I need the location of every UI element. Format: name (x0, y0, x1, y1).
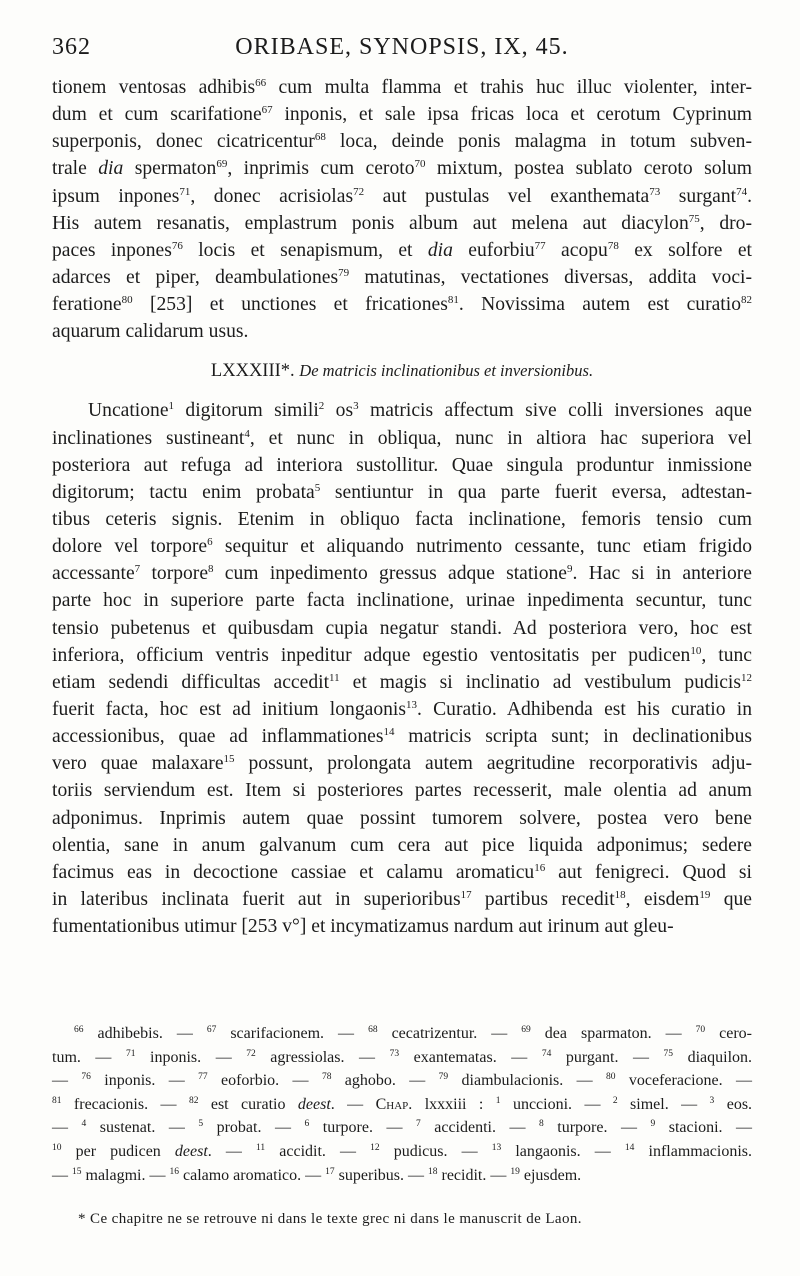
intro-line: superponis, donec cicatricentur$^{68}$ loca, deinde ponis malagma in totum subven- (52, 131, 752, 153)
chapter-line: accessante$^7$ torpore$^8$ cum inpedimento gressus adque statione$^9$. Hac si in anteriore (52, 563, 752, 585)
footnote-line: $^{10}$ per pudicen deest. — $^{11}$ accidit. — $^{12}$ pudicus. — $^{13}$ langaonis. — $^{14}$ inflammacionis. (52, 1142, 753, 1160)
chapter-line: toriis serviendum est. Item si posteriores partes recesserit, male olentia ad anum (52, 780, 752, 802)
footnotes (52, 1022, 752, 1187)
intro-line: tionem ventosas adhibis$^{66}$ cum multa flamma et trahis huc illuc violenter, inter- (52, 77, 752, 98)
footnote-line: — $^4$ sustenat. — $^5$ probat. — $^6$ turpore. — $^7$ accidenti. — $^8$ turpore. — $^9$ stacioni. — (52, 1119, 753, 1137)
chapter-heading (52, 353, 752, 389)
main-text (52, 74, 752, 940)
footnote-line: $^{66}$ adhibebis. — $^{67}$ scarifacionem. — $^{68}$ cecatrizentur. — $^{69}$ dea sparmaton. — $^{70}$ cero- (74, 1025, 752, 1042)
chapter-line: etiam sedendi difficultas accedit$^{11}$ et magis si inclinatio ad vestibulum pudicis$^{12}$ (52, 671, 752, 693)
running-head (52, 34, 752, 74)
chapter-line: facimus eas in decoctione cassiae et calamu aromaticu$^{16}$ aut fenigreci. Quod si (52, 861, 752, 883)
editor-note: * Ce chapitre ne se retrouve ni dans le texte grec ni dans le manuscrit de Laon. (78, 1211, 582, 1227)
intro-line: trale dia spermaton$^{69}$, inprimis cum ceroto$^{70}$ mixtum, postea sublato ceroto solum (52, 158, 752, 180)
intro-paragraph (52, 74, 752, 345)
intro-line: paces inpones$^{76}$ locis et senapismum, et dia euforbiu$^{77}$ acopu$^{78}$ ex solfore et (52, 239, 753, 261)
footnote-line: tum. — $^{71}$ inponis. — $^{72}$ agressiolas. — $^{73}$ exantematas. — $^{74}$ purgant. — $^{75}$ diaquilon. (52, 1048, 753, 1066)
intro-line: ipsum inpones$^{71}$, donec acrisiolas$^{72}$ aut pustulas vel exanthemata$^{73}$ surgant$^{74}$. (52, 185, 752, 207)
intro-line: dum et cum scarifatione$^{67}$ inponis, et sale ipsa fricas loca et cerotum Cyprinum (52, 104, 752, 126)
chapter-line: posteriora aut refuga ad interiora sustollitur. Quae singula produntur inmissione (52, 454, 752, 476)
running-title: ORIBASE, SYNOPSIS, IX, 45. (235, 34, 569, 60)
chapter-line: inclinationes sustineant$^4$, et nunc in obliqua, nunc in altiora hac superiora vel (52, 427, 752, 449)
chapter-line: inferiora, officium ventris inpeditur adque egestio ventositatis per pudicen$^{10}$, tunc (52, 644, 752, 666)
chapter-line: digitorum; tactu enim probata$^5$ sentiuntur in qua parte fuerit eversa, adtestan- (52, 481, 753, 503)
intro-line: feratione$^{80}$ [253] et unctiones et fricationes$^{81}$. Novissima autem est curatio$^{82}$ (52, 294, 752, 316)
footnote-line: $^{81}$ frecacionis. — $^{82}$ est curatio deest. — Chap. lxxxiii : $^1$ unccioni. — $^2$ simel. — $^3$ eos. (52, 1095, 753, 1113)
chapter-line: fumentationibus utimur [253 v°] et incymatizamus nardum aut irinum aut gleu- (52, 916, 674, 938)
chapter-line: in lateribus inclinata fuerit aut in superioribus$^{17}$ partibus recedit$^{18}$, eisdem$^{19}$ que (52, 888, 752, 910)
chapter-line: dolore vel torpore$^6$ sequitur et aliquando nutrimento cessante, tunc etiam frigido (52, 536, 752, 558)
page-number: 362 (52, 34, 91, 60)
chapter-line: parte hoc in superiore parte facta inclinatione, urinae inpedimenta secuntur, tunc (52, 590, 752, 612)
chapter-line: tibus ceteris signis. Etenim in obliquo facta inclinatione, femoris tensio cum (52, 508, 752, 530)
intro-line: aquarum calidarum usus. (52, 321, 249, 343)
chapter-line: olentia, sane in anum galvanum cum cera aut pice liquida adponimus; sedere (52, 834, 752, 856)
chapter-line: accessionibus, quae ad inflammationes$^{14}$ matricis scripta sunt; in declinationibus (52, 726, 753, 748)
intro-line: adarces et piper, deambulationes$^{79}$ matutinas, vectationes diversas, addita voci- (52, 266, 752, 288)
chapter-line: Uncatione$^1$ digitorum simili$^2$ $os^3$ matricis affectum sive colli inversiones aque (88, 400, 752, 422)
footnote-line: — $^{76}$ inponis. — $^{77}$ eoforbio. — $^{78}$ aghobo. — $^{79}$ diambulacionis. — $^{80}$ voceferacione. — (52, 1072, 752, 1090)
footnote-line: — $^{15}$ malagmi. — $^{16}$ calamo aromatico. — $^{17}$ superibus. — $^{18}$ recidit. — $^{19}$ ejusdem. (52, 1166, 582, 1184)
chapter-line: vero quae malaxare$^{15}$ possunt, prolongata autem aegritudine recorporativis adju- (52, 753, 752, 775)
chapter-paragraph (52, 397, 752, 940)
chapter-line: adponimus. Inprimis autem quae possint tumorem solvere, postea vero bene (52, 807, 752, 829)
chapter-number: LXXXIII*. (210, 361, 295, 382)
chapter-title: De matricis inclinationibus et inversionibus. (299, 361, 594, 381)
chapter-line: fuerit facta, hoc est ad initium longaonis$^{13}$. Curatio. Adhibenda est his curatio in (52, 698, 752, 720)
intro-line: His autem resanatis, emplastrum ponis album aut melena aut diacylon$^{75}$, dro- (52, 212, 752, 234)
chapter-line: tensio pubetenus et quibusdam cupia negatur standi. Ad posteriora vero, hoc est (52, 617, 752, 639)
